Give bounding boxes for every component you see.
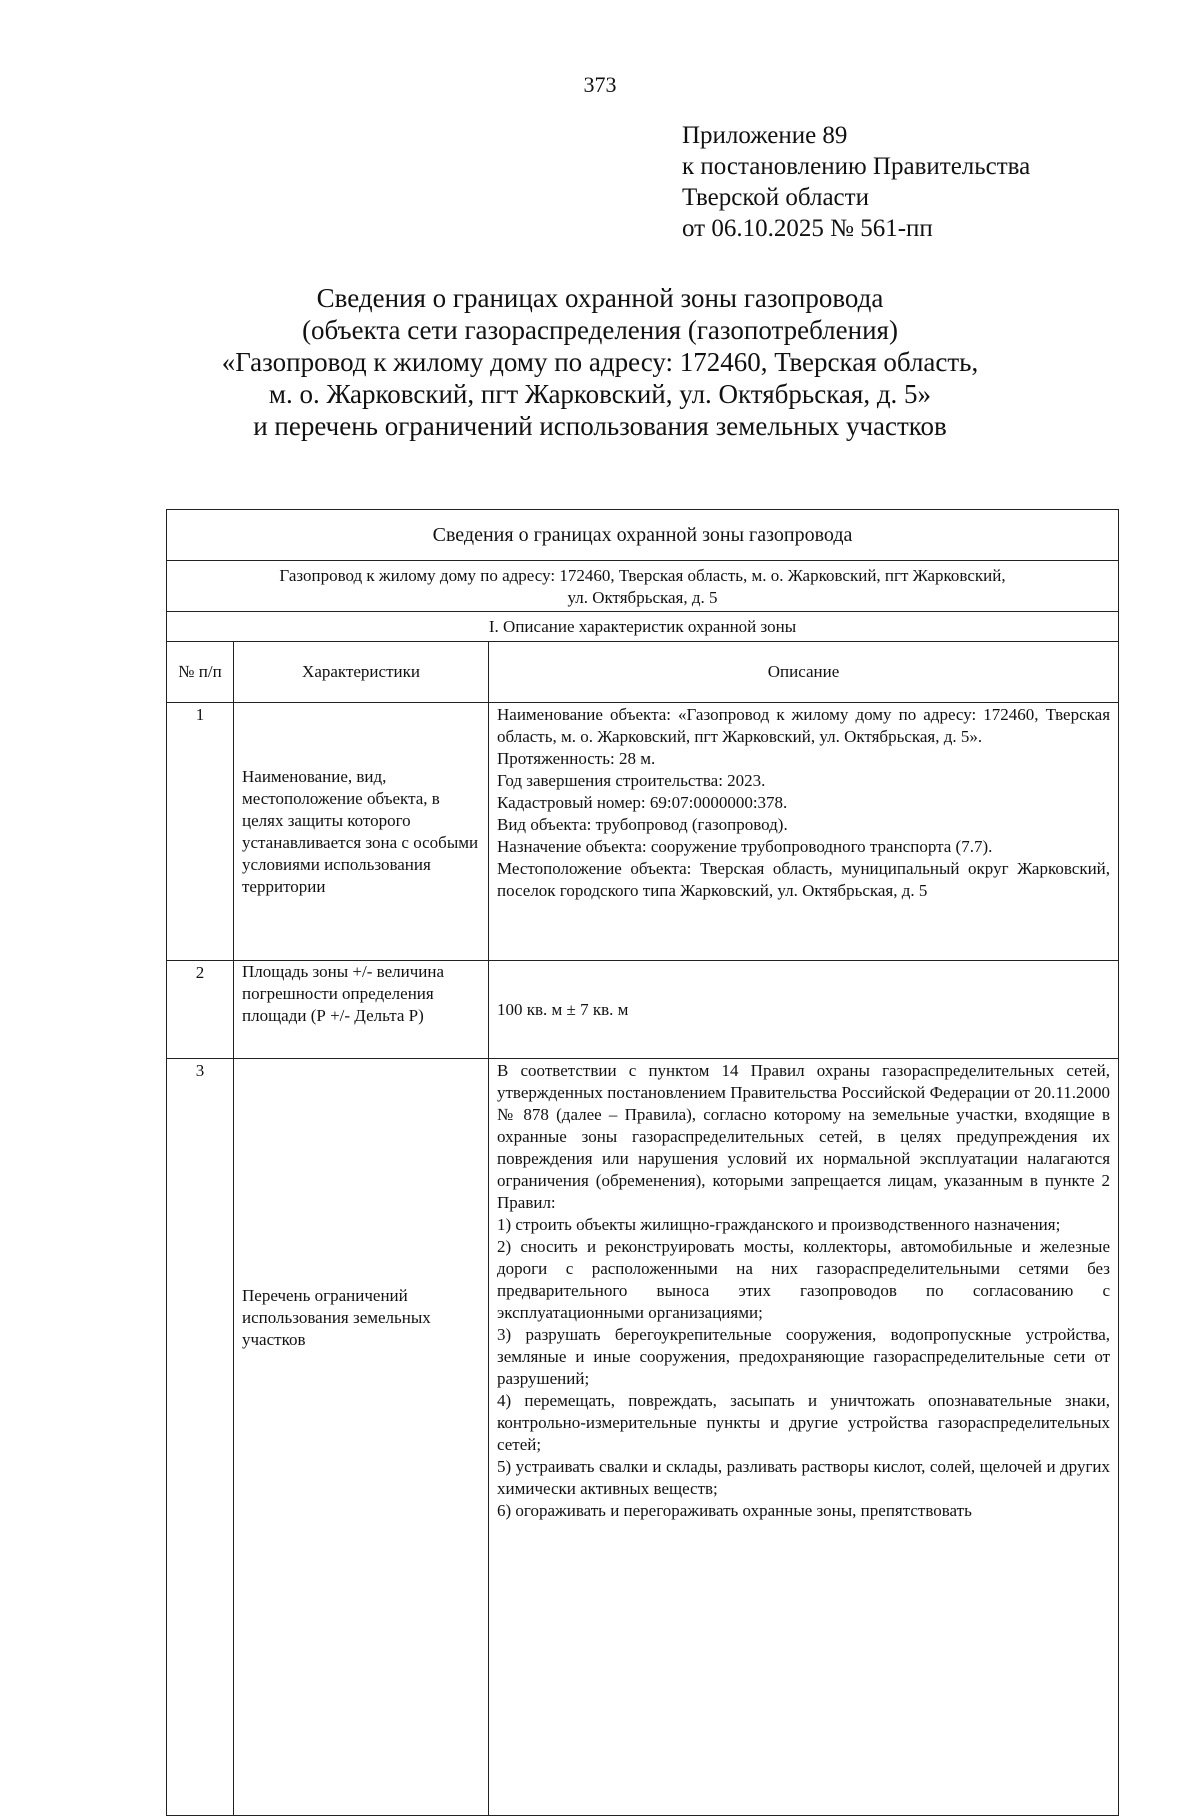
row-number: 2 — [167, 961, 234, 1059]
row-description — [489, 703, 1119, 961]
column-header-number: № п/п — [167, 642, 234, 703]
title-line: м. о. Жарковский, пгт Жарковский, ул. Октябрьская, д. 5» — [268, 379, 932, 409]
row-number: 1 — [167, 703, 234, 961]
title-line: и перечень ограничений использования земельных участков — [253, 411, 947, 441]
title-line: Сведения о границах охранной зоны газопровода — [316, 283, 884, 313]
description-line: 2) сносить и реконструировать мосты, коллекторы, автомобильные и железные дороги с расположенными на них газораспределительными сетями без предварительного выноса этих газопроводов по согласованию с эксплуатационными организациями; — [497, 1237, 1111, 1322]
table-row — [167, 961, 1119, 1059]
page-number: 373 — [583, 72, 617, 97]
object-name-cell — [167, 561, 1119, 612]
description-line: 6) огораживать и перегораживать охранные зоны, препятствовать — [497, 1501, 972, 1520]
description-line: В соответствии с пунктом 14 Правил охраны газораспределительных сетей, утвержденных постановлением Правительства Российской Федерации от 20.11.2000 № 878 (далее – Правила), согласно которому на земельные участки, входящие в охранные зоны газораспределительных сетей, в целях предупреждения их повреждения или нарушения условий их нормальной эксплуатации налагаются ограничения (обременения), которыми запрещается лицам, указанным в пункте 2 Правил: — [497, 1061, 1111, 1212]
description-line: Протяженность: 28 м. — [497, 749, 656, 768]
document-title — [120, 282, 1080, 442]
description-line: 5) устраивать свалки и склады, разливать растворы кислот, солей, щелочей и других химически активных веществ; — [497, 1457, 1111, 1498]
description-line: Кадастровый номер: 69:07:0000000:378. — [497, 793, 788, 812]
appendix-line: от 06.10.2025 № 561-пп — [682, 215, 933, 242]
description-line: 3) разрушать берегоукрепительные сооружения, водопропускные устройства, земляные и иные сооружения, предохраняющие газораспределительные сети от разрушений; — [497, 1325, 1111, 1388]
description-line: Наименование объекта: «Газопровод к жилому дому по адресу: 172460, Тверская область, м. о. Жарковский, пгт Жарковский, ул. Октябрьская, д. 5». — [497, 705, 1111, 746]
table-row — [167, 703, 1119, 961]
appendix-block — [682, 120, 1030, 244]
row-characteristic: Площадь зоны +/- величина погрешности определения площади (Р +/- Дельта Р) — [234, 961, 489, 1059]
appendix-line: Приложение 89 — [682, 122, 848, 149]
description-line: Местоположение объекта: Тверская область, муниципальный округ Жарковский, поселок городского типа Жарковский, ул. Октябрьская, д. 5 — [497, 859, 1111, 900]
description-line: 4) перемещать, повреждать, засыпать и уничтожать опознавательные знаки, контрольно-измерительные пункты и другие устройства газораспределительных сетей; — [497, 1391, 1111, 1454]
title-line: «Газопровод к жилому дому по адресу: 172460, Тверская область, — [221, 347, 979, 377]
object-name-line: Газопровод к жилому дому по адресу: 172460, Тверская область, м. о. Жарковский, пгт Жарковский, — [279, 566, 1006, 585]
table-header: Сведения о границах охранной зоны газопровода — [167, 510, 1119, 561]
column-header-characteristics: Характеристики — [234, 642, 489, 703]
row-characteristic: Перечень ограничений использования земельных участков — [234, 1059, 489, 1816]
row-number: 3 — [167, 1059, 234, 1816]
section-title: I. Описание характеристик охранной зоны — [167, 612, 1119, 642]
description-line: Вид объекта: трубопровод (газопровод). — [497, 815, 788, 834]
description-line: Год завершения строительства: 2023. — [497, 771, 766, 790]
column-header-description: Описание — [489, 642, 1119, 703]
appendix-line: к постановлению Правительства — [682, 153, 1031, 180]
row-description — [489, 961, 1119, 1059]
title-line: (объекта сети газораспределения (газопотребления) — [302, 315, 898, 345]
description-line: 1) строить объекты жилищно-гражданского и производственного назначения; — [497, 1215, 1061, 1234]
description-line: 100 кв. м ± 7 кв. м — [497, 999, 629, 1019]
appendix-line: Тверской области — [682, 184, 869, 211]
zone-info-table — [166, 509, 1119, 1816]
row-characteristic: Наименование, вид, местоположение объекта, в целях защиты которого устанавливается зона с особыми условиями использования территории — [234, 703, 489, 961]
object-name-line: ул. Октябрьская, д. 5 — [567, 588, 718, 607]
description-line: Назначение объекта: сооружение трубопроводного транспорта (7.7). — [497, 837, 993, 856]
